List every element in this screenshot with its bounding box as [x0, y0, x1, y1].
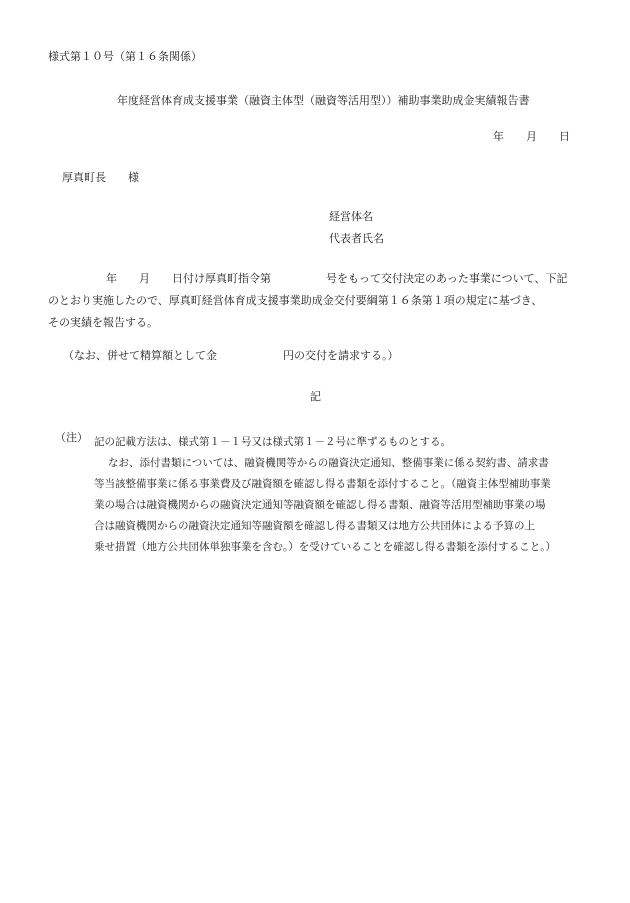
body-line: その実績を報告する。 — [48, 316, 158, 329]
note-line: なお、添付書類については、融資機関等からの融資決定通知、整備事業に係る契約書、請求書 — [108, 457, 549, 469]
addressee: 厚真町長 様 — [62, 171, 139, 184]
settlement-claim: （なお、併せて精算額として金 円の交付を請求する。） — [63, 349, 399, 362]
note-label: （注） — [55, 431, 88, 444]
representative-name-label: 代表者氏名 — [329, 232, 384, 245]
ki-heading: 記 — [310, 390, 321, 403]
body-line: 年 月 日付け厚真町指令第 号をもって交付決定のあった事業について、下記 — [106, 272, 568, 285]
document-title: 年度経営体育成支援事業（融資主体型（融資等活用型））補助事業助成金実績報告書 — [117, 94, 530, 107]
note-line: 合は融資機関からの融資決定通知等融資額を確認し得る書類又は地方公共団体による予算の上 — [94, 520, 535, 532]
form-number: 様式第１０号（第１６条関係） — [48, 50, 202, 63]
note-line: 乗せ措置（地方公共団体単独事業を含む。）を受けていることを確認し得る書類を添付すること。） — [94, 541, 556, 553]
note-line: 等当該整備事業に係る事業費及び融資額を確認し得る書類を添付すること。（融資主体型補助事業 — [94, 478, 551, 490]
note-line: 業の場合は融資機関からの融資決定通知等融資額を確認し得る書類、融資等活用型補助事業の場 — [94, 499, 546, 511]
report-body — [48, 268, 588, 334]
note-block — [94, 432, 590, 558]
body-line: のとおり実施したので、厚真町経営体育成支援事業助成金交付要綱第１６条第１項の規定に基づき、 — [48, 294, 543, 307]
org-name-label: 経営体名 — [329, 210, 373, 223]
report-date: 年 月 日 — [493, 130, 570, 143]
note-line: 記の記載方法は、様式第１－１号又は様式第１－２号に準ずるものとする。 — [94, 436, 451, 448]
